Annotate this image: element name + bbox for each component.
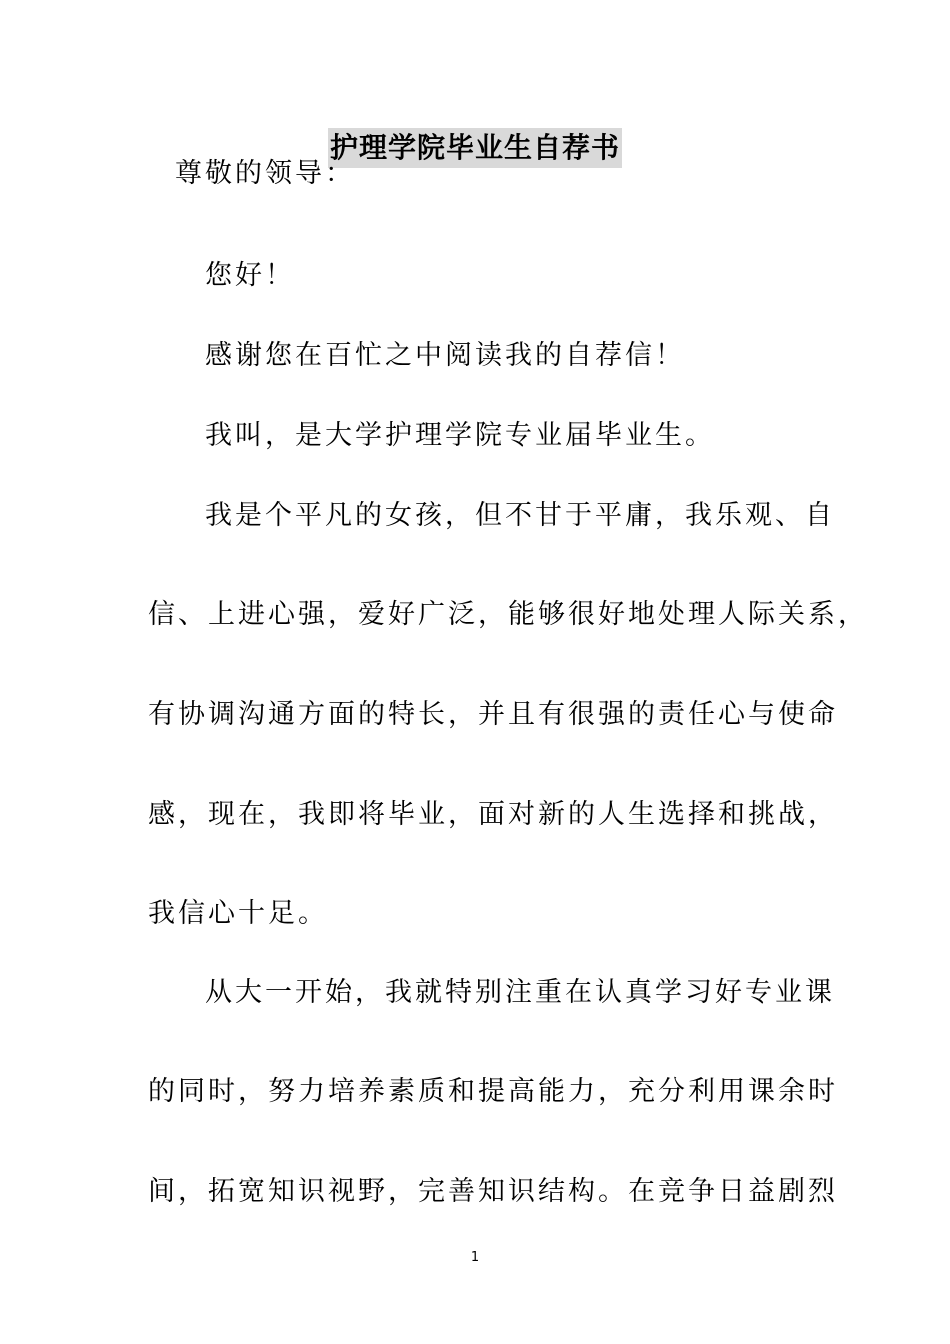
title-container [0,128,950,168]
paragraph-line: 我信心十足。 [148,898,328,929]
document-title: 护理学院毕业生自荐书 [328,128,622,168]
paragraph-line: 有协调沟通方面的特长，并且有很强的责任心与使命 [148,699,838,730]
paragraph-line: 感，现在，我即将毕业，面对新的人生选择和挑战， [148,799,838,830]
paragraph-line: 的同时，努力培养素质和提高能力，充分利用课余时 [148,1076,838,1107]
paragraph-intro: 我叫，是大学护理学院专业届毕业生。 [205,420,715,451]
page-number: 1 [470,1250,480,1265]
greeting: 您好！ [205,260,295,291]
paragraph-line: 间，拓宽知识视野，完善知识结构。在竞争日益剧烈 [148,1176,838,1207]
paragraph-thanks: 感谢您在百忙之中阅读我的自荐信！ [205,340,685,371]
paragraph-line: 信、上进心强，爱好广泛，能够很好地处理人际关系， [148,599,868,630]
paragraph-line: 我是个平凡的女孩，但不甘于平庸，我乐观、自 [205,500,835,531]
salutation: 尊敬的领导： [175,158,355,189]
paragraph-line: 从大一开始，我就特别注重在认真学习好专业课 [205,977,835,1008]
